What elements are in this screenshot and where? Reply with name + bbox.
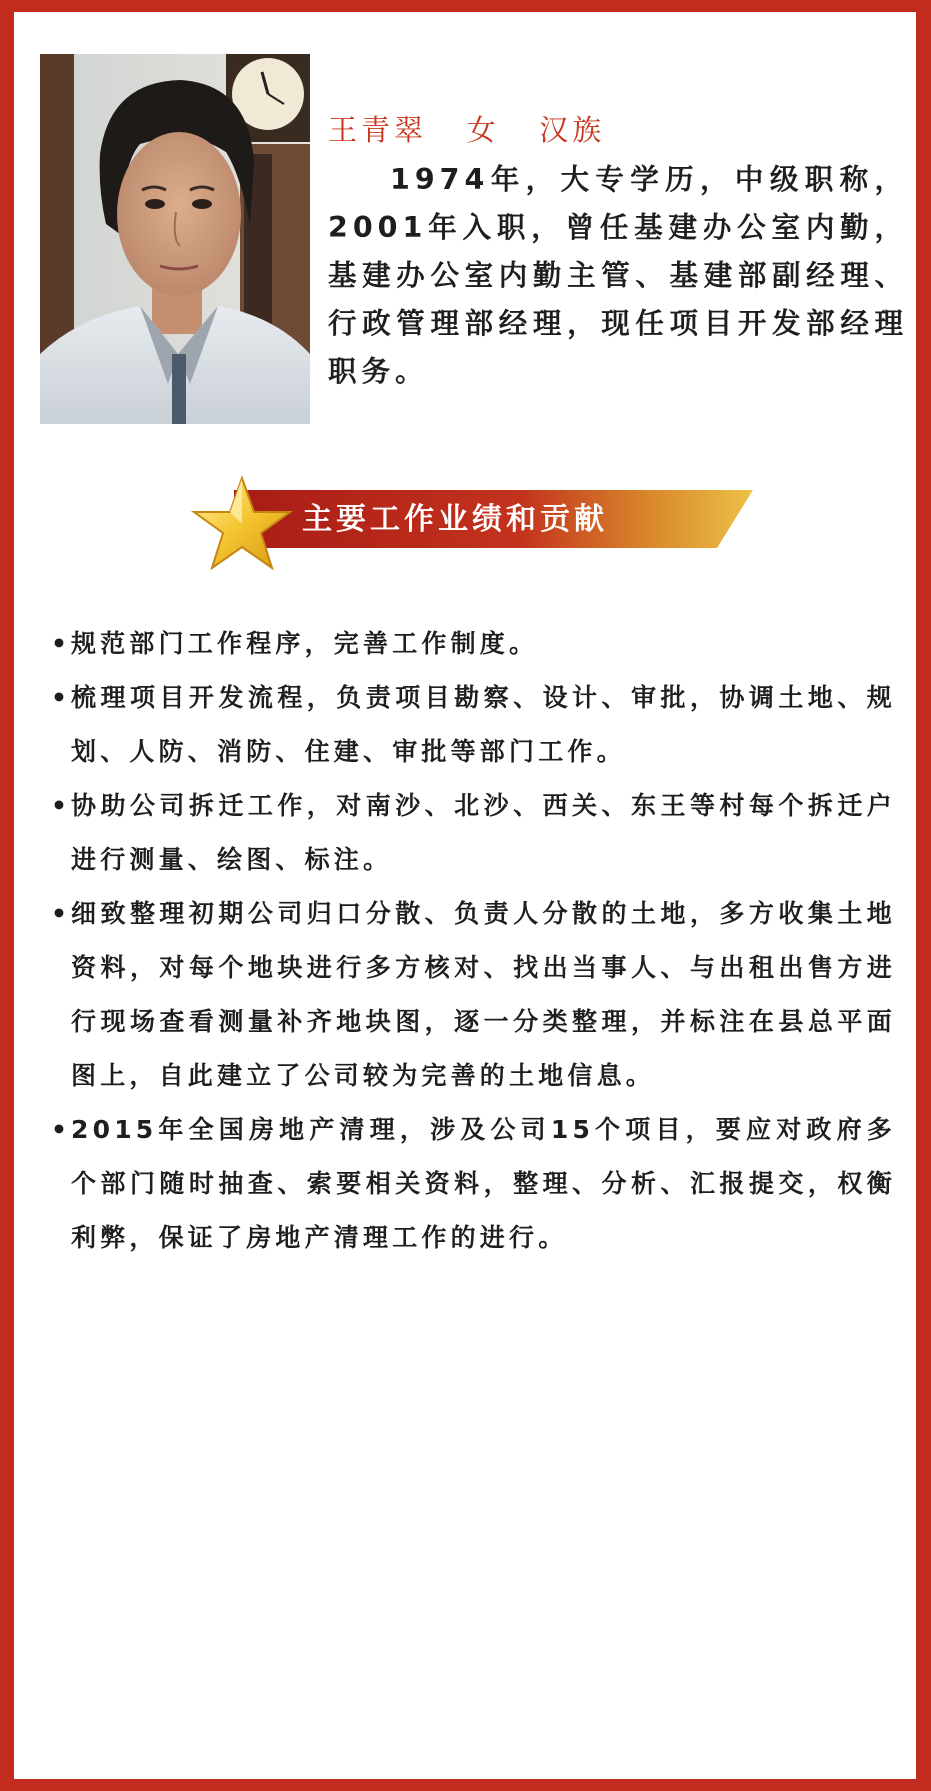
list-item-text: 细致整理初期公司归口分散、负责人分散的土地，多方收集土地资料，对每个地块进行多方核对、找出当事人、与出租出售方进行现场查看测量补齐地块图，逐一分类整理，并标注在县总平面图上，自此建立了公司较为完善的土地信息。 [71,899,896,1090]
list-item-text: 协助公司拆迁工作，对南沙、北沙、西关、东王等村每个拆迁户进行测量、绘图、标注。 [71,791,896,874]
list-item [46,617,896,671]
profile-card [14,12,916,1779]
bullet-icon: • [51,899,72,928]
list-item-text: 规范部门工作程序，完善工作制度。 [71,629,539,658]
list-item [46,779,896,887]
profile-info [328,110,908,396]
name-line: 王青翠 女 汉族 [328,113,606,147]
bullet-icon: • [51,683,72,712]
list-item-text: 2015年全国房地产清理，涉及公司15个项目，要应对政府多个部门随时抽查、索要相关资料，整理、分析、汇报提交，权衡利弊，保证了房地产清理工作的进行。 [71,1115,896,1252]
bullet-icon: • [51,629,72,658]
section-banner [188,472,768,582]
portrait-photo [40,54,310,424]
bullet-icon: • [51,791,72,820]
list-item [46,671,896,779]
list-item [46,1103,896,1265]
achievement-list [46,617,896,1265]
section-title: 主要工作业绩和贡献 [302,502,608,537]
list-item-text: 梳理项目开发流程，负责项目勘察、设计、审批，协调土地、规划、人防、消防、住建、审批等部门工作。 [71,683,896,766]
bullet-icon: • [51,1115,72,1144]
list-item [46,887,896,1103]
bio-text: 1974年，大专学历，中级职称，2001年入职，曾任基建办公室内勤，基建办公室内勤主管、基建部副经理、行政管理部经理，现任项目开发部经理职务。 [328,163,908,388]
